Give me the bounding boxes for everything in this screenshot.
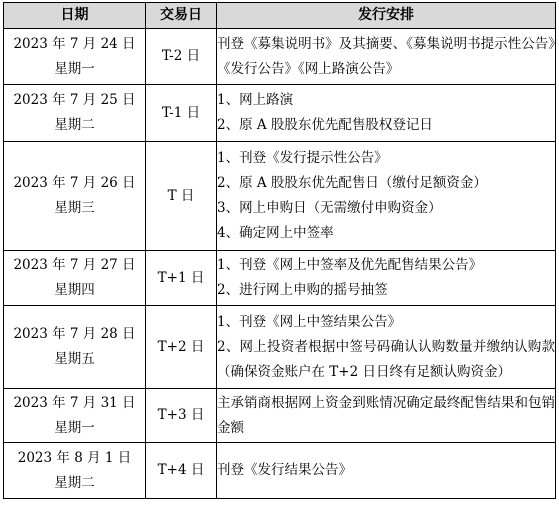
weekday-text: 星期二 <box>54 117 95 133</box>
header-arrangement: 发行安排 <box>217 3 556 29</box>
trade-day-cell: T+1 日 <box>146 251 217 306</box>
arrangement-cell <box>217 29 556 85</box>
schedule-table <box>3 2 556 499</box>
table-row <box>4 142 556 251</box>
date-text: 2023 年 7 月 24 日 <box>13 35 136 52</box>
date-cell <box>4 306 146 389</box>
date-text: 2023 年 7 月 28 日 <box>13 326 136 342</box>
trade-day-cell: T-2 日 <box>146 29 217 85</box>
weekday-text: 星期四 <box>54 282 95 298</box>
weekday-text: 星期一 <box>54 60 95 77</box>
arrangement-line: 2、进行网上申购的摇号抽签 <box>217 282 388 298</box>
arrangement-cell <box>217 142 556 251</box>
header-date: 日期 <box>4 3 146 29</box>
arrangement-line: 刊登《募集说明书》及其摘要、《募集说明书提示性公告》《发行公告》《网上路演公告》 <box>217 35 555 77</box>
arrangement-line: 2、网上投资者根据中签号码确认认购数量并缴纳认购款（确保资金账户在 T+2 日日终有足额认购资金） <box>217 338 555 380</box>
date-cell <box>4 443 146 499</box>
arrangement-line: 4、确定网上中签率 <box>217 225 334 241</box>
weekday-text: 星期一 <box>54 419 95 436</box>
issuance-schedule <box>3 2 556 499</box>
arrangement-line: 3、网上申购日（无需缴付申购资金） <box>217 200 442 216</box>
table-row <box>4 29 556 85</box>
date-text: 2023 年 7 月 31 日 <box>13 394 136 411</box>
table-row <box>4 389 556 443</box>
weekday-text: 星期三 <box>54 200 95 216</box>
date-text: 2023 年 7 月 25 日 <box>13 92 136 108</box>
date-cell <box>4 85 146 142</box>
trade-day-cell: T 日 <box>146 142 217 251</box>
weekday-text: 星期五 <box>54 351 95 367</box>
arrangement-cell <box>217 306 556 389</box>
date-text: 2023 年 7 月 26 日 <box>13 175 136 191</box>
arrangement-line: 2、原 A 股股东优先配售日（缴付足额资金） <box>217 175 487 191</box>
trade-day-cell: T+2 日 <box>146 306 217 389</box>
trade-day-cell: T-1 日 <box>146 85 217 142</box>
table-row <box>4 306 556 389</box>
table-row <box>4 85 556 142</box>
arrangement-cell <box>217 251 556 306</box>
date-cell <box>4 29 146 85</box>
arrangement-line: 1、网上路演 <box>217 92 294 108</box>
header-trade-day: 交易日 <box>146 3 217 29</box>
arrangement-cell <box>217 443 556 499</box>
arrangement-line: 1、刊登《网上中签率及优先配售结果公告》 <box>217 257 483 273</box>
date-cell <box>4 142 146 251</box>
arrangement-cell <box>217 85 556 142</box>
trade-day-cell: T+3 日 <box>146 389 217 443</box>
table-row <box>4 443 556 499</box>
date-cell <box>4 251 146 306</box>
arrangement-line: 2、原 A 股股东优先配售股权登记日 <box>217 117 433 133</box>
trade-day-cell: T+4 日 <box>146 443 217 499</box>
arrangement-line: 1、刊登《网上中签结果公告》 <box>217 313 402 330</box>
table-row <box>4 251 556 306</box>
weekday-text: 星期二 <box>54 474 95 491</box>
arrangement-cell <box>217 389 556 443</box>
arrangement-line: 刊登《发行结果公告》 <box>217 462 352 478</box>
date-cell <box>4 389 146 443</box>
arrangement-line: 1、刊登《发行提示性公告》 <box>217 150 388 166</box>
header-row <box>4 3 556 29</box>
date-text: 2023 年 8 月 1 日 <box>17 449 132 466</box>
date-text: 2023 年 7 月 27 日 <box>13 257 136 273</box>
arrangement-line: 主承销商根据网上资金到账情况确定最终配售结果和包销金额 <box>217 394 555 436</box>
